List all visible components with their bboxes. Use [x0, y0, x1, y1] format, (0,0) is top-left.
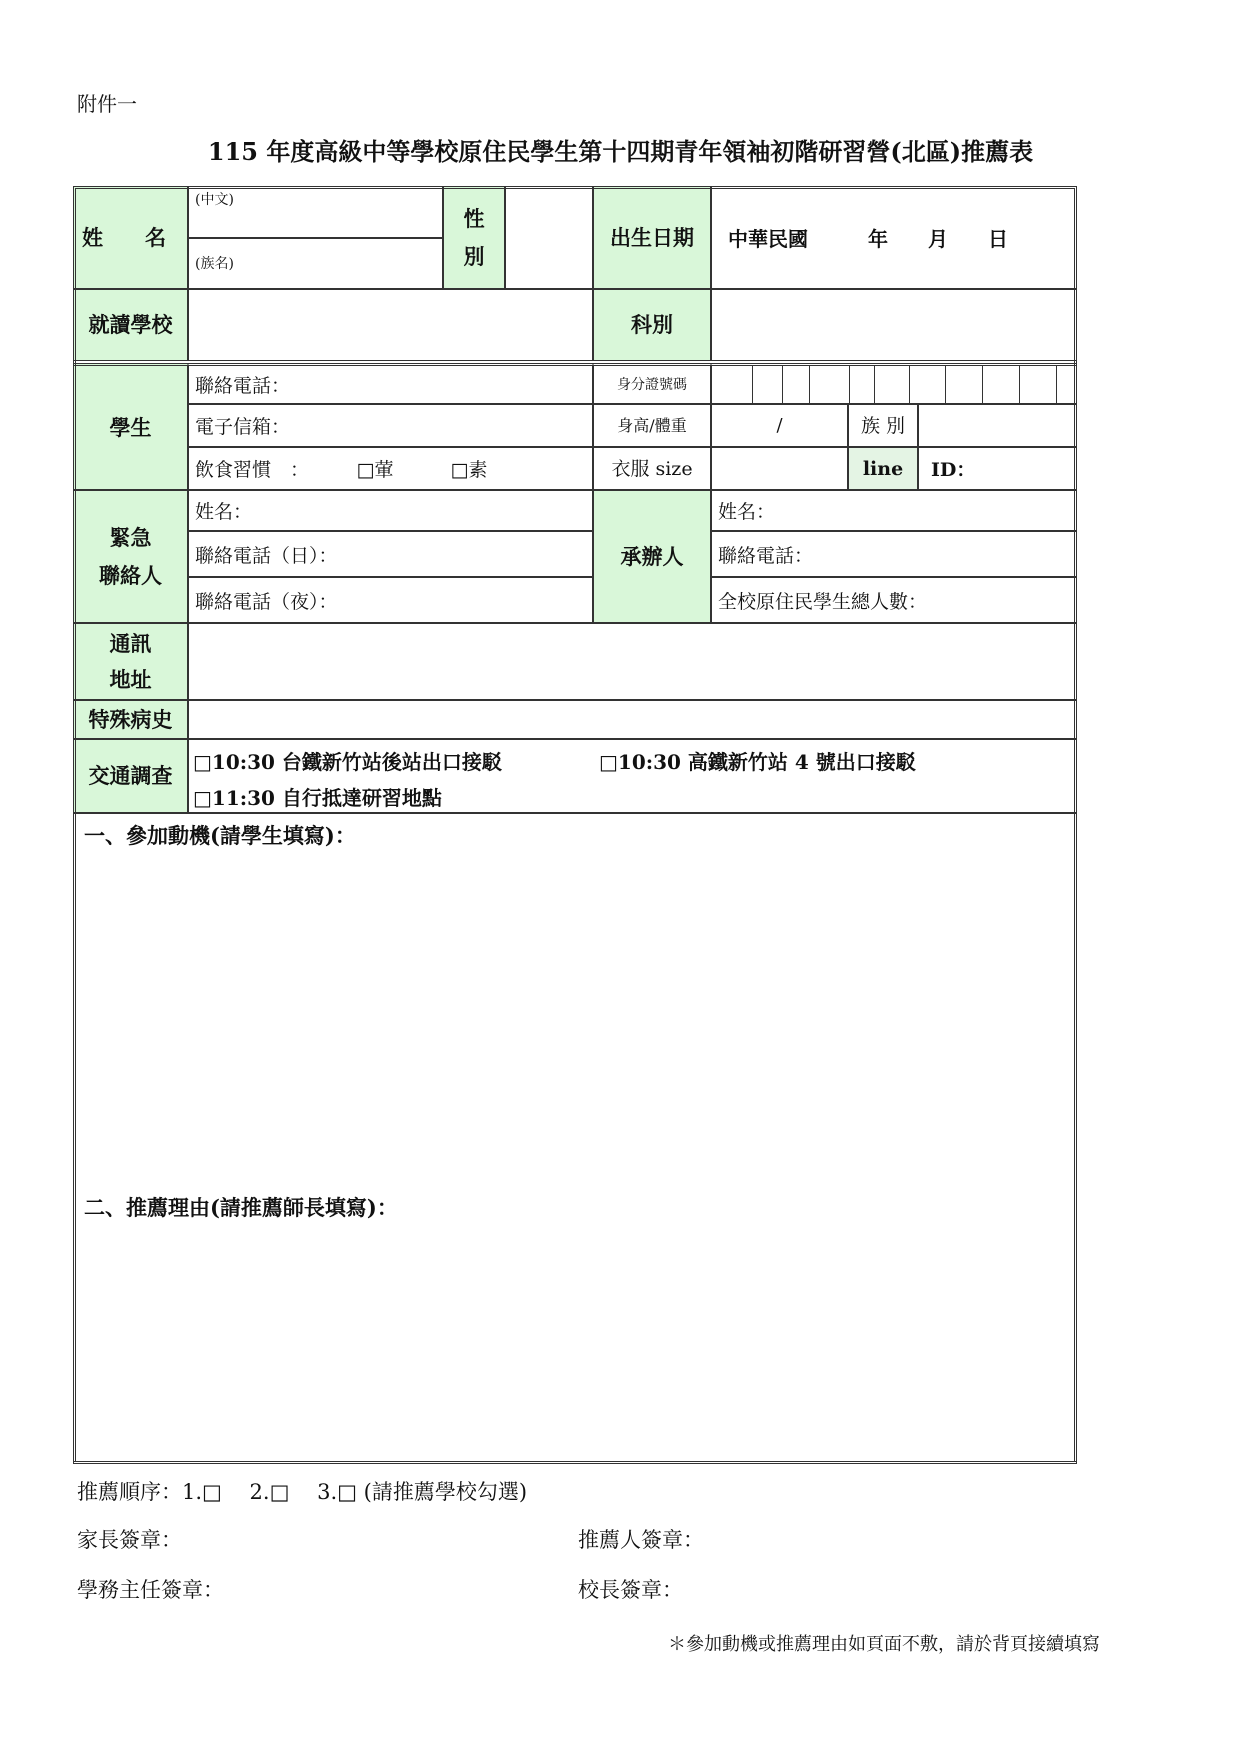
- dean-signature[interactable]: 學務主任簽章：: [77, 1578, 224, 1602]
- form-title: 115 年度高級中等學校原住民學生第十四期青年領袖初階研習營(北區)推薦表: [207, 137, 1034, 166]
- tribe-label: 族 別: [848, 404, 918, 447]
- parent-signature[interactable]: 家長簽章：: [77, 1528, 182, 1552]
- address-label: 通訊 地址: [73, 623, 188, 700]
- indigenous-students-total-field[interactable]: 全校原住民學生總人數：: [711, 577, 1077, 623]
- department-label: 科別: [593, 289, 711, 361]
- clothing-size-label: 衣服 size: [593, 447, 711, 490]
- organizer-phone-field[interactable]: 聯絡電話：: [711, 531, 1077, 577]
- chinese-name-hint: (中文): [195, 192, 234, 208]
- tribal-name-hint: (族名): [195, 256, 234, 272]
- transport-option-3[interactable]: □11:30 自行抵達研習地點: [193, 786, 442, 810]
- motivation-heading: 一、參加動機(請學生填寫)：: [84, 823, 356, 848]
- id-number-label: 身分證號碼: [593, 363, 711, 404]
- student-label: 學生: [73, 363, 188, 490]
- student-email-field[interactable]: 電子信箱：: [188, 404, 593, 447]
- diet-field[interactable]: 飲食習慣 ： □葷 □素: [188, 447, 593, 490]
- recommender-signature[interactable]: 推薦人簽章：: [578, 1528, 704, 1552]
- line-label: line: [848, 447, 918, 490]
- transport-label: 交通調查: [73, 739, 188, 813]
- medical-history-label: 特殊病史: [73, 700, 188, 739]
- footnote: ＊參加動機或推薦理由如頁面不敷，請於背頁接續填寫: [668, 1634, 1100, 1655]
- attachment-label: 附件一: [77, 92, 137, 116]
- birth-date-field[interactable]: 中華民國 年 月 日: [711, 186, 1077, 289]
- height-weight-label: 身高/體重: [593, 404, 711, 447]
- school-label: 就讀學校: [73, 289, 188, 361]
- gender-label: 性 別: [443, 186, 505, 289]
- birth-label: 出生日期: [593, 186, 711, 289]
- recommendation-form: [73, 186, 1077, 1464]
- emergency-contact-label: 緊急 聯絡人: [73, 490, 188, 623]
- emergency-name-field[interactable]: 姓名：: [188, 490, 593, 531]
- principal-signature[interactable]: 校長簽章：: [578, 1578, 683, 1602]
- organizer-label: 承辦人: [593, 490, 711, 623]
- line-id-field[interactable]: ID：: [918, 447, 1077, 490]
- transport-option-2[interactable]: □10:30 高鐵新竹站 4 號出口接駁: [599, 750, 916, 774]
- transport-option-1[interactable]: □10:30 台鐵新竹站後站出口接駁: [193, 750, 502, 774]
- student-phone-field[interactable]: 聯絡電話：: [188, 363, 593, 404]
- emergency-phone-day-field[interactable]: 聯絡電話（日）：: [188, 531, 593, 577]
- organizer-name-field[interactable]: 姓名：: [711, 490, 1077, 531]
- form-border: [73, 186, 1077, 1464]
- recommendation-heading: 二、推薦理由(請推薦師長填寫)：: [84, 1195, 398, 1220]
- emergency-phone-night-field[interactable]: 聯絡電話（夜）：: [188, 577, 593, 623]
- height-weight-field[interactable]: /: [711, 404, 848, 447]
- recommendation-ranking[interactable]: 推薦順序：1.□ 2.□ 3.□ (請推薦學校勾選): [77, 1480, 528, 1504]
- name-label: 姓 名: [73, 186, 188, 289]
